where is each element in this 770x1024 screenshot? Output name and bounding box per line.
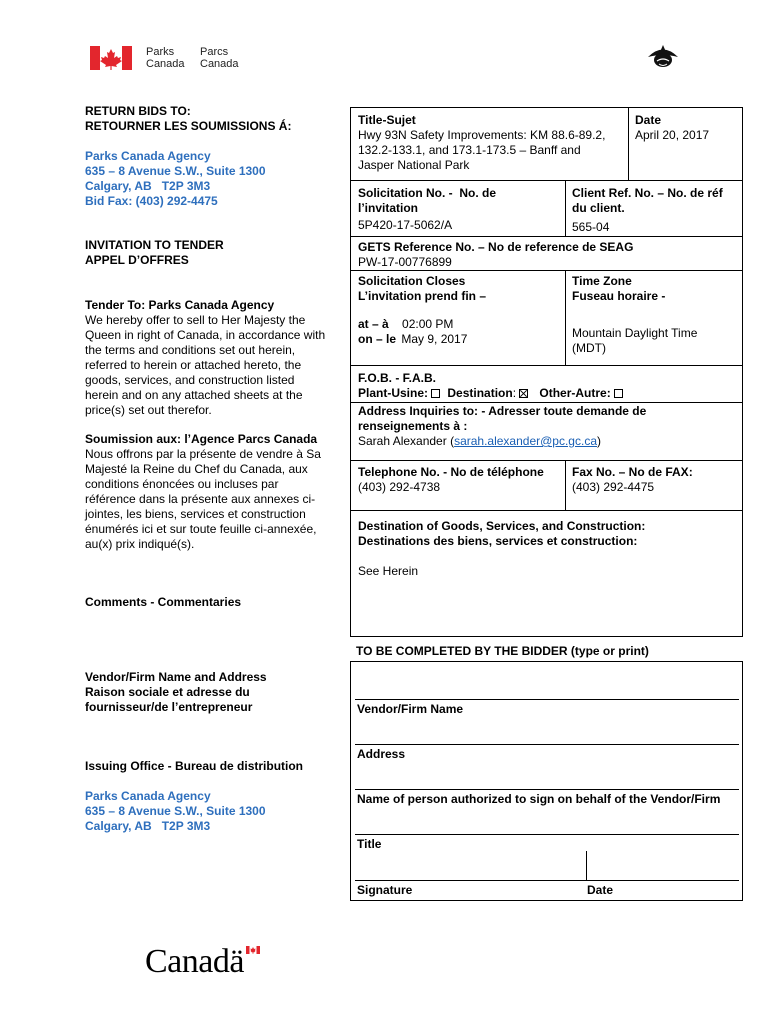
vendor-name-line <box>355 699 739 700</box>
at-value: 02:00 PM <box>402 317 454 331</box>
logo-parcs: Parcs <box>200 46 229 58</box>
see-herein: See Herein <box>358 564 419 578</box>
soumission-line: conditions énoncées ou incluses par <box>85 477 279 491</box>
fob-label: F.O.B. - F.A.B. <box>358 371 436 385</box>
tender-to-line: the terms and conditions set out herein, <box>85 343 296 357</box>
plant-usine-label: Plant-Usine: <box>358 386 429 400</box>
contact-name: Sarah Alexander ( <box>358 434 455 448</box>
form-divider <box>350 236 743 237</box>
date-label: Date <box>635 113 662 127</box>
closes-label: L’invitation prend fin – <box>358 289 487 303</box>
client-ref-label: Client Ref. No. – No. de réf <box>572 186 723 200</box>
tender-to-title: Tender To: Parks Canada Agency <box>85 298 275 312</box>
invitation-fr: APPEL D’OFFRES <box>85 253 189 267</box>
tender-to-line: referred to herein or attached hereto, the <box>85 358 302 372</box>
comments-label: Comments - Commentaries <box>85 595 242 609</box>
plant-usine-checkbox[interactable] <box>431 389 440 398</box>
soumission-line: Nous offrons par la présente de vendre à Sa <box>85 447 321 461</box>
parks-canada-signature <box>90 46 250 72</box>
form-divider <box>350 365 743 366</box>
time-zone-label: Time Zone <box>572 274 632 288</box>
solicitation-label: Solicitation No. - No. de <box>358 186 496 200</box>
gets-value: PW-17-00776899 <box>358 255 452 269</box>
other-autre-label: Other-Autre: <box>539 386 611 400</box>
issuing-address-line: 635 – 8 Avenue S.W., Suite 1300 <box>85 804 266 818</box>
soumission-line: Majesté la Reine du Chef du Canada, aux <box>85 462 308 476</box>
soumission-title: Soumission aux: l’Agence Parcs Canada <box>85 432 318 446</box>
form-divider <box>350 510 743 511</box>
tender-to-line: price(s) set out therefor. <box>85 403 212 417</box>
form-divider <box>565 180 566 237</box>
tender-to-line: Queen in right of Canada, in accordance with <box>85 328 326 342</box>
at-label: at – à <box>358 317 389 331</box>
form-divider <box>350 270 743 271</box>
invitation-en: INVITATION TO TENDER <box>85 238 224 252</box>
logo-canada-en: Canada <box>146 58 185 70</box>
fax-value: (403) 292-4475 <box>572 480 655 494</box>
return-address-line: Calgary, AB T2P 3M3 <box>85 179 211 193</box>
solicitation-value: 5P420-17-5062/A <box>358 218 453 232</box>
address-line <box>355 744 739 745</box>
address-inquiries-label: Address Inquiries to: - Adresser toute demande de <box>358 404 647 418</box>
canada-wordmark: Canadä <box>145 944 244 980</box>
vendor-heading-line: fournisseur/de l’entrepreneur <box>85 700 253 714</box>
client-ref-value: 565-04 <box>572 220 610 234</box>
vendor-heading-line: Raison sociale et adresse du <box>85 685 250 699</box>
title-label: Title-Sujet <box>358 113 416 127</box>
return-bids-en: RETURN BIDS TO: <box>85 104 191 118</box>
destination-checkbox[interactable] <box>519 389 528 398</box>
soumission-line: jointes, les biens, services et construction <box>85 507 306 521</box>
form-divider <box>565 270 566 366</box>
on-value: May 9, 2017 <box>401 332 468 346</box>
logo-canada-fr: Canada <box>200 58 239 70</box>
contact-email-link[interactable]: sarah.alexander@pc.gc.ca <box>454 434 597 448</box>
phone-label: Telephone No. - No de téléphone <box>358 465 544 479</box>
bidder-box <box>350 661 743 901</box>
canada-flag-icon <box>90 46 132 70</box>
form-divider <box>350 402 743 403</box>
authorized-person-line <box>355 789 739 790</box>
soumission-line: énumérés ici et sur toute feuille ci-annexée, <box>85 522 317 536</box>
phone-value: (403) 292-4738 <box>358 480 441 494</box>
time-zone-value: (MDT) <box>572 341 606 355</box>
form-divider <box>350 180 743 181</box>
time-zone-label: Fuseau horaire - <box>572 289 666 303</box>
issuing-address-line: Parks Canada Agency <box>85 789 211 803</box>
on-label: on – le <box>358 332 397 346</box>
contact-close: ) <box>597 434 601 448</box>
beaver-emblem-icon <box>646 41 680 71</box>
destination-goods-label: Destination of Goods, Services, and Construction: <box>358 519 646 533</box>
issuing-office-label: Issuing Office - Bureau de distribution <box>85 759 304 773</box>
destination-goods-label: Destinations des biens, services et construction: <box>358 534 638 548</box>
form-divider <box>565 460 566 511</box>
closes-label: Solicitation Closes <box>358 274 466 288</box>
bidder-date-label: Date <box>587 883 614 897</box>
other-autre-checkbox[interactable] <box>614 389 623 398</box>
wordmark-flag-icon <box>246 946 260 954</box>
destination-label: Destination <box>447 386 513 400</box>
issuing-address <box>85 789 266 834</box>
tender-to-line: goods, services, and construction listed <box>85 373 295 387</box>
gets-label: GETS Reference No. – No de reference de SEAG <box>358 240 634 254</box>
date-value: April 20, 2017 <box>635 128 710 142</box>
authorized-person-label: Name of person authorized to sign on behalf of the Vendor/Firm <box>357 792 721 806</box>
title-value-line: 132.2-133.1, and 173.1-173.5 – Banff and <box>358 143 581 157</box>
vendor-heading-line: Vendor/Firm Name and Address <box>85 670 267 684</box>
client-ref-label: du client. <box>572 201 625 215</box>
address-inquiries-label: renseignements à : <box>358 419 468 433</box>
return-address-line: Bid Fax: (403) 292-4475 <box>85 194 218 208</box>
logo-parks: Parks <box>146 46 175 58</box>
signature-divider <box>586 851 587 880</box>
vendor-name-label: Vendor/Firm Name <box>357 702 464 716</box>
signature-label: Signature <box>357 883 413 897</box>
title-line <box>355 834 739 835</box>
soumission-line: au(x) prix indiqué(s). <box>85 537 195 551</box>
signature-line <box>355 880 739 881</box>
form-divider <box>350 460 743 461</box>
title-value-line: Hwy 93N Safety Improvements: KM 88.6-89.2, <box>358 128 606 142</box>
tender-to-line: We hereby offer to sell to Her Majesty the <box>85 313 306 327</box>
form-divider <box>628 107 629 181</box>
return-address-line: 635 – 8 Avenue S.W., Suite 1300 <box>85 164 266 178</box>
soumission-line: référence dans la présente aux annexes ci- <box>85 492 316 506</box>
return-address-line: Parks Canada Agency <box>85 149 211 163</box>
bidder-title-label: Title <box>357 837 382 851</box>
issuing-address-line: Calgary, AB T2P 3M3 <box>85 819 211 833</box>
address-label: Address <box>357 747 406 761</box>
fax-label: Fax No. – No de FAX: <box>572 465 693 479</box>
return-address <box>85 149 266 209</box>
solicitation-label: l’invitation <box>358 201 418 215</box>
return-bids-fr: RETOURNER LES SOUMISSIONS Á: <box>85 119 292 133</box>
bidder-heading: TO BE COMPLETED BY THE BIDDER (type or print) <box>356 644 649 658</box>
title-value-line: Jasper National Park <box>358 158 470 172</box>
tender-to-line: herein and on any attached sheets at the <box>85 388 303 402</box>
time-zone-value: Mountain Daylight Time <box>572 326 698 340</box>
